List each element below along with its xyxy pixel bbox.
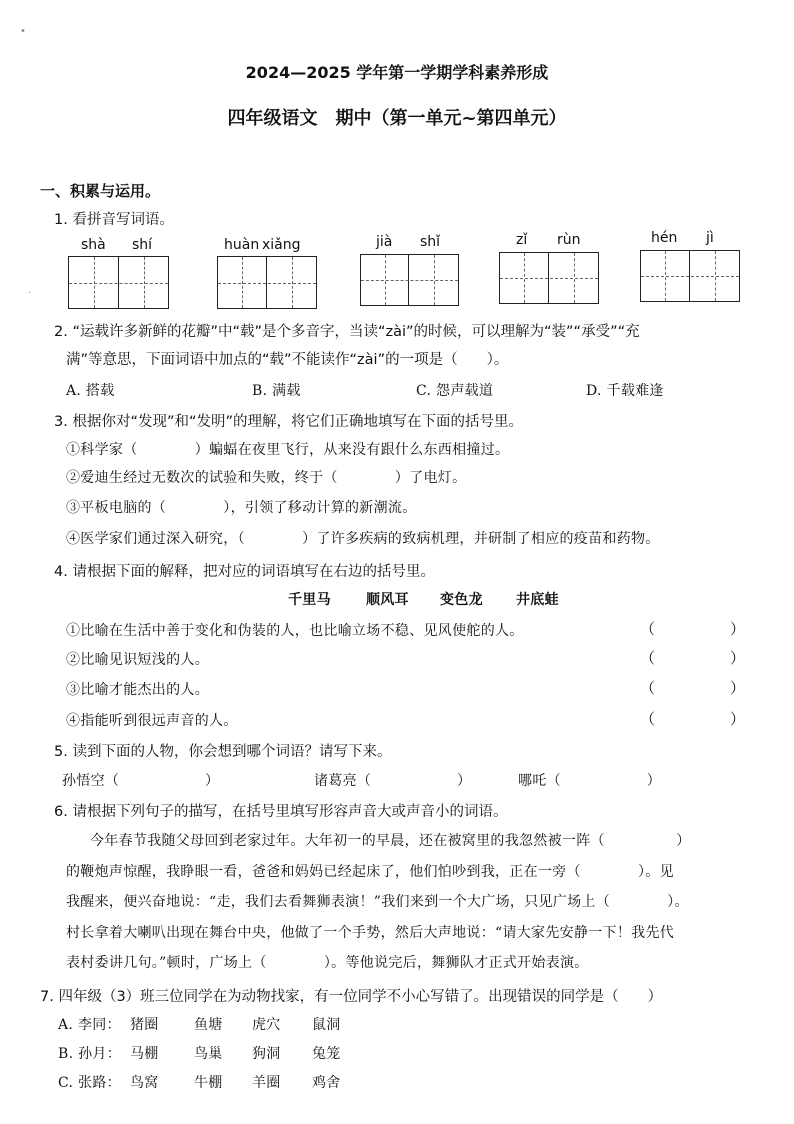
word-choice: 千里马	[288, 592, 331, 608]
option-word: 鱼塘	[194, 1017, 223, 1033]
pinyin: zǐ	[516, 232, 528, 248]
option-d[interactable]: D. 千载难逢	[586, 383, 664, 399]
character-item: 诸葛亮（ ）	[314, 773, 472, 789]
option-word: 鸡舍	[312, 1075, 341, 1091]
question-3-stem: 3. 根据你对“发现”和“发明”的理解，将它们正确地填写在下面的括号里。	[54, 414, 523, 430]
writing-grid[interactable]	[360, 254, 459, 306]
answer-paren-close: ）	[730, 679, 746, 697]
option-word: 牛棚	[194, 1075, 223, 1091]
fill-blank-item: ④医学家们通过深入研究，（ ）了许多疾病的致病机理，并研制了相应的疫苗和药物。	[66, 531, 660, 547]
pinyin: shà	[81, 237, 106, 253]
question-5-stem: 5. 读到下面的人物，你会想到哪个词语？请写下来。	[54, 744, 392, 760]
passage-line: 我醒来，便兴奋地说：“走，我们去看舞狮表演！”我们来到一个大广场，只见广场上（ ）。	[66, 894, 689, 910]
option-word: 鸟巢	[194, 1046, 223, 1062]
exam-subtitle: 四年级语文 期中（第一单元~第四单元）	[227, 108, 567, 129]
option-word: 鸟窝	[130, 1075, 159, 1091]
word-choice: 井底蛙	[516, 592, 559, 608]
question-2-line1: 2. “运载许多新鲜的花瓣”中“载”是个多音字，当读“zài”的时候，可以理解为“装”“承受”“充	[54, 324, 640, 340]
passage-line: 村长拿着大喇叭出现在舞台中央，他做了一个手势，然后大声地说：“请大家先安静一下！我先代	[66, 925, 675, 941]
exam-title: 2024—2025 学年第一学期学科素养形成	[245, 63, 549, 82]
word-choice: 变色龙	[440, 592, 483, 608]
definition-item: ②比喻见识短浅的人。	[66, 652, 209, 668]
option-word: 虎穴	[252, 1017, 281, 1033]
answer-paren-open[interactable]: （	[640, 649, 656, 667]
question-2-line2: 满”等意思，下面词语中加点的“载”不能读作“zài”的一项是（ ）。	[66, 352, 509, 368]
answer-paren-open[interactable]: （	[640, 710, 656, 728]
passage-line: 的鞭炮声惊醒，我睁眼一看，爸爸和妈妈已经起床了，他们怕吵到我，正在一旁（ ）。见	[66, 864, 674, 880]
character-item: 孙悟空（ ）	[62, 773, 220, 789]
pinyin: jì	[706, 230, 714, 246]
scan-speck: •	[20, 26, 26, 37]
question-4-stem: 4. 请根据下面的解释，把对应的词语填写在右边的括号里。	[54, 564, 435, 580]
option-b[interactable]: B. 满载	[252, 383, 301, 399]
option-word: 猪圈	[130, 1017, 159, 1033]
option-word: 马棚	[130, 1046, 159, 1062]
option-label: A. 李同：	[58, 1017, 121, 1033]
definition-item: ①比喻在生活中善于变化和伪装的人，也比喻立场不稳、见风使舵的人。	[66, 623, 524, 639]
passage-line: 表村委讲几句。”顿时，广场上（ ）。等他说完后，舞狮队才正式开始表演。	[66, 955, 589, 971]
option-label: B. 孙月：	[58, 1046, 121, 1062]
option-word: 兔笼	[312, 1046, 341, 1062]
word-choice: 顺风耳	[366, 592, 409, 608]
writing-grid[interactable]	[499, 252, 599, 304]
pinyin: xiǎng	[262, 237, 301, 253]
question-1-stem: 1. 看拼音写词语。	[54, 212, 174, 228]
pinyin: rùn	[557, 232, 581, 248]
option-word: 狗洞	[252, 1046, 281, 1062]
option-word: 鼠洞	[312, 1017, 341, 1033]
passage-line: 今年春节我随父母回到老家过年。大年初一的早晨，还在被窝里的我忽然被一阵（ ）	[90, 833, 691, 849]
character-item: 哪吒（ ）	[518, 773, 661, 789]
section-title: 一、积累与运用。	[40, 182, 161, 200]
answer-paren-open[interactable]: （	[640, 620, 656, 638]
writing-grid[interactable]	[217, 256, 317, 309]
option-label: C. 张路：	[58, 1075, 121, 1091]
answer-paren-close: ）	[730, 649, 746, 667]
fill-blank-item: ②爱迪生经过无数次的试验和失败，终于（ ）了电灯。	[66, 470, 467, 486]
pinyin: shí	[132, 237, 153, 253]
scan-speck: ·	[28, 288, 32, 299]
answer-paren-close: ）	[730, 620, 746, 638]
answer-paren-close: ）	[730, 710, 746, 728]
fill-blank-item: ①科学家（ ）蝙蝠在夜里飞行，从来没有跟什么东西相撞过。	[66, 442, 510, 458]
question-6-stem: 6. 请根据下列句子的描写，在括号里填写形容声音大或声音小的词语。	[54, 804, 508, 820]
writing-grid[interactable]	[68, 256, 169, 309]
pinyin: huàn	[224, 237, 260, 253]
question-7-stem: 7. 四年级（3）班三位同学在为动物找家，有一位同学不小心写错了。出现错误的同学是（ ）	[40, 989, 663, 1005]
option-a[interactable]: A. 搭载	[66, 383, 115, 399]
pinyin: shǐ	[420, 234, 441, 250]
option-word: 羊圈	[252, 1075, 281, 1091]
answer-paren-open[interactable]: （	[640, 679, 656, 697]
definition-item: ④指能听到很远声音的人。	[66, 713, 238, 729]
definition-item: ③比喻才能杰出的人。	[66, 682, 209, 698]
option-c[interactable]: C. 怨声载道	[416, 383, 494, 399]
writing-grid[interactable]	[640, 250, 740, 302]
pinyin: jià	[376, 234, 393, 250]
pinyin: hén	[651, 230, 678, 246]
fill-blank-item: ③平板电脑的（ ），引领了移动计算的新潮流。	[66, 500, 417, 516]
